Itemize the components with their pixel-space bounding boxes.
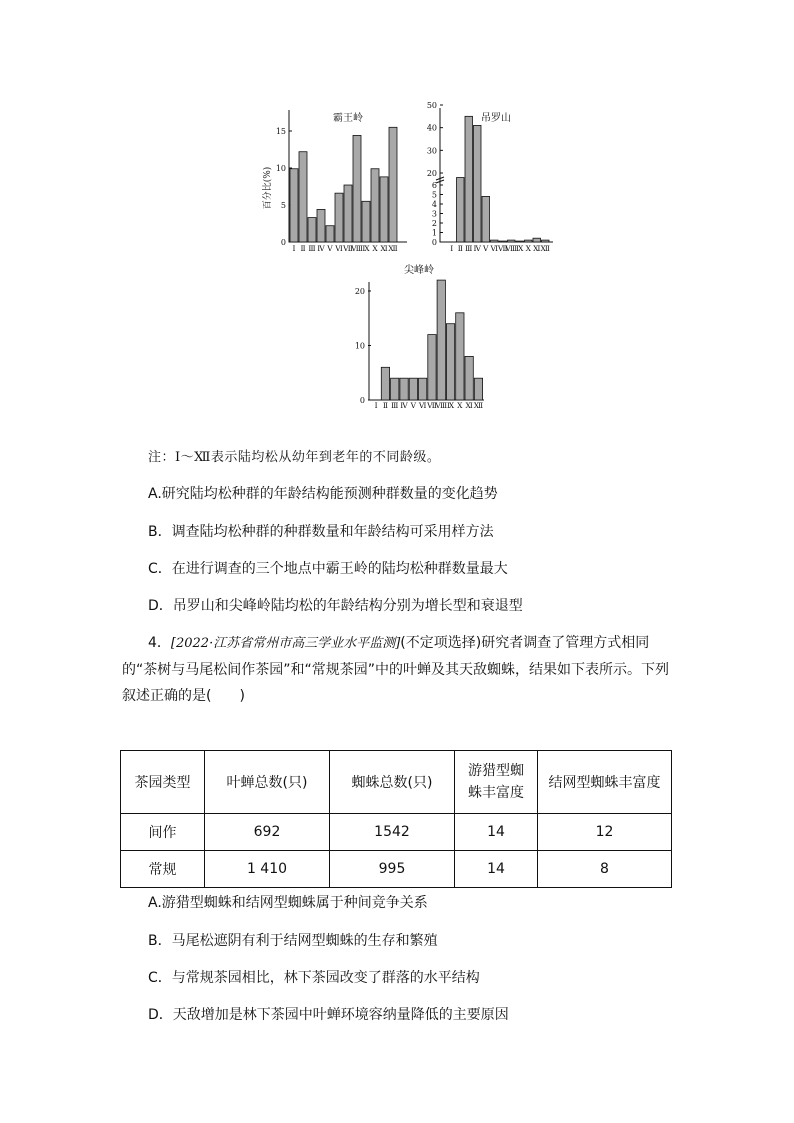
bar-9	[446, 324, 454, 400]
bar-10	[371, 169, 379, 242]
bar-1	[290, 169, 298, 242]
q4-option-d: D．天敌增加是林下茶园中叶蝉环境容纳量降低的主要原因	[148, 1007, 509, 1023]
x-tick-label: Ⅺ	[380, 244, 388, 253]
x-tick-label: Ⅲ	[308, 244, 316, 253]
bar-4	[317, 209, 325, 242]
table-header: 茶园类型	[121, 751, 205, 814]
table-header: 结网型蜘蛛丰富度	[538, 751, 672, 814]
x-tick-label: Ⅻ	[473, 401, 484, 410]
x-tick-label: Ⅹ	[525, 244, 531, 253]
y-tick-label: 4	[431, 200, 437, 209]
x-tick-label: Ⅳ	[473, 244, 481, 253]
bar-2	[299, 152, 307, 242]
table-cell: 间作	[121, 814, 205, 851]
y-tick-label: 50	[426, 101, 437, 110]
x-tick-label: Ⅵ	[490, 244, 499, 253]
x-tick-label: Ⅲ	[391, 401, 399, 410]
x-tick-label: Ⅴ	[327, 244, 333, 253]
q4-number: 4．	[148, 635, 171, 651]
x-tick-label: Ⅱ	[457, 244, 463, 253]
x-tick-label: Ⅶ	[427, 401, 437, 410]
y-tick-label: 5	[431, 190, 437, 200]
bar-2	[457, 178, 465, 242]
q3-option-d: D．吊罗山和尖峰岭陆均松的年龄结构分别为增长型和衰退型	[148, 598, 523, 614]
bar-11	[465, 356, 473, 400]
figure-note: 注：Ⅰ～Ⅻ表示陆均松从幼年到老年的不同龄级。	[148, 450, 441, 465]
table-cell: 12	[538, 814, 672, 851]
x-tick-label: Ⅻ	[388, 244, 398, 253]
bar-3	[465, 116, 473, 242]
x-tick-label: Ⅰ	[450, 244, 454, 253]
chart1-ylabel: 百分比(%)	[263, 166, 273, 210]
q3-option-c: C．在进行调查的三个地点中霸王岭的陆均松种群数量最大	[148, 561, 508, 577]
x-tick-label: Ⅴ	[410, 401, 417, 410]
bar-3	[391, 378, 399, 400]
y-tick-label: 20	[354, 287, 365, 296]
bar-6	[419, 378, 427, 400]
bar-9	[516, 241, 524, 242]
x-tick-label: Ⅸ	[446, 401, 455, 410]
y-tick-label: 40	[426, 123, 437, 133]
bar-12	[389, 127, 397, 242]
x-tick-label: Ⅱ	[382, 401, 389, 410]
x-tick-label: Ⅲ	[465, 244, 473, 253]
x-tick-label: Ⅹ	[372, 244, 378, 253]
table-cell: 常规	[121, 851, 205, 888]
y-tick-label: 0	[359, 396, 365, 405]
table-cell: 8	[538, 851, 672, 888]
q4-source: [2022·江苏省常州市高三学业水平监测]	[170, 636, 401, 651]
chart-jianfengling	[355, 263, 484, 410]
q3-option-a: A.研究陆均松种群的年龄结构能预测种群数量的变化趋势	[148, 486, 498, 502]
bar-5	[326, 226, 334, 242]
q4-option-c: C．与常规茶园相比，林下茶园改变了群落的水平结构	[148, 970, 480, 986]
bar-5	[409, 378, 417, 400]
x-tick-label: Ⅴ	[483, 244, 489, 253]
bar-10	[525, 240, 533, 242]
x-tick-label: Ⅱ	[300, 244, 306, 253]
x-tick-label: Ⅶ	[343, 244, 353, 253]
chart-bawangling	[261, 110, 407, 253]
x-tick-label: Ⅰ	[292, 244, 296, 253]
bar-4	[400, 378, 408, 400]
bar-6	[335, 193, 343, 242]
q4-option-a: A.游猎型蜘蛛和结网型蜘蛛属于种间竞争关系	[148, 895, 428, 911]
x-tick-label: Ⅵ	[335, 244, 343, 253]
table-row	[121, 851, 672, 888]
x-tick-label: Ⅸ	[516, 244, 524, 253]
bar-4	[474, 125, 482, 242]
x-tick-label: Ⅺ	[465, 401, 473, 410]
y-tick-label: 0	[431, 238, 437, 247]
x-tick-label: Ⅻ	[540, 244, 550, 253]
table-header: 游猎型蜘 蛛丰富度	[455, 751, 538, 814]
y-tick-label: 6	[431, 181, 437, 190]
chart-diaoluoshan	[427, 101, 553, 253]
x-tick-label: Ⅹ	[457, 401, 463, 410]
y-tick-label: 30	[426, 146, 437, 156]
table-cell: 1542	[330, 814, 455, 851]
q4-text: (不定项选择)研究者调查了管理方式相同的“茶树与马尾松间作茶园”和“常规茶园”中的叶蝉及其天敌蜘蛛，结果如下表所示。下列叙述正确的是( )	[122, 635, 670, 704]
x-tick-label: Ⅺ	[533, 244, 541, 253]
y-tick-label: 3	[431, 209, 437, 219]
bar-11	[380, 177, 388, 242]
y-tick-label: 10	[354, 341, 365, 351]
x-tick-label: Ⅶ	[497, 244, 508, 253]
bar-6	[491, 240, 499, 242]
y-tick-label: 20	[426, 169, 437, 178]
bar-7	[499, 241, 507, 242]
bar-5	[482, 196, 490, 242]
q4-option-b: B．马尾松遮阴有利于结网型蜘蛛的生存和繁殖	[148, 933, 438, 949]
table-cell: 14	[455, 814, 538, 851]
table-header: 蜘蛛总数(只)	[330, 751, 455, 814]
bar-7	[344, 185, 352, 242]
y-tick-label: 2	[431, 219, 437, 228]
y-tick-label: 1	[431, 228, 437, 238]
x-tick-label: Ⅸ	[362, 244, 370, 253]
y-tick-label: 15	[275, 127, 286, 136]
x-tick-label: Ⅷ	[351, 244, 363, 253]
table-cell: 14	[455, 851, 538, 888]
table-header: 叶蝉总数(只)	[205, 751, 330, 814]
table-cell: 995	[330, 851, 455, 888]
x-tick-label: Ⅷ	[435, 401, 448, 410]
y-tick-label: 10	[275, 164, 286, 173]
x-tick-label: Ⅳ	[317, 244, 325, 253]
q4-stem	[122, 630, 682, 709]
table-header-row	[121, 751, 672, 814]
table-cell: 692	[205, 814, 330, 851]
y-tick-label: 5	[280, 201, 286, 210]
bar-12	[542, 240, 550, 242]
bar-10	[456, 313, 464, 400]
bar-11	[533, 238, 541, 242]
table-row	[121, 814, 672, 851]
chart3-title: 尖峰岭	[404, 265, 434, 276]
bar-8	[508, 240, 516, 242]
x-tick-label: Ⅳ	[400, 401, 408, 410]
y-tick-label: 0	[280, 238, 286, 247]
table-cell: 1 410	[205, 851, 330, 888]
x-tick-label: Ⅷ	[505, 244, 518, 253]
x-tick-label: Ⅵ	[418, 401, 427, 410]
age-structure-figure	[0, 0, 794, 430]
bar-2	[381, 367, 389, 400]
chart1-title: 霸王岭	[333, 113, 363, 124]
bar-8	[437, 280, 445, 400]
bar-8	[353, 135, 361, 242]
bar-9	[362, 201, 370, 242]
x-tick-label: Ⅰ	[374, 401, 378, 410]
bar-12	[474, 378, 482, 400]
q3-option-b: B．调查陆均松种群的种群数量和年龄结构可采用样方法	[148, 524, 494, 540]
bar-7	[428, 335, 436, 400]
survey-table	[120, 750, 672, 888]
chart2-title: 吊罗山	[481, 113, 511, 124]
bar-3	[308, 218, 316, 242]
